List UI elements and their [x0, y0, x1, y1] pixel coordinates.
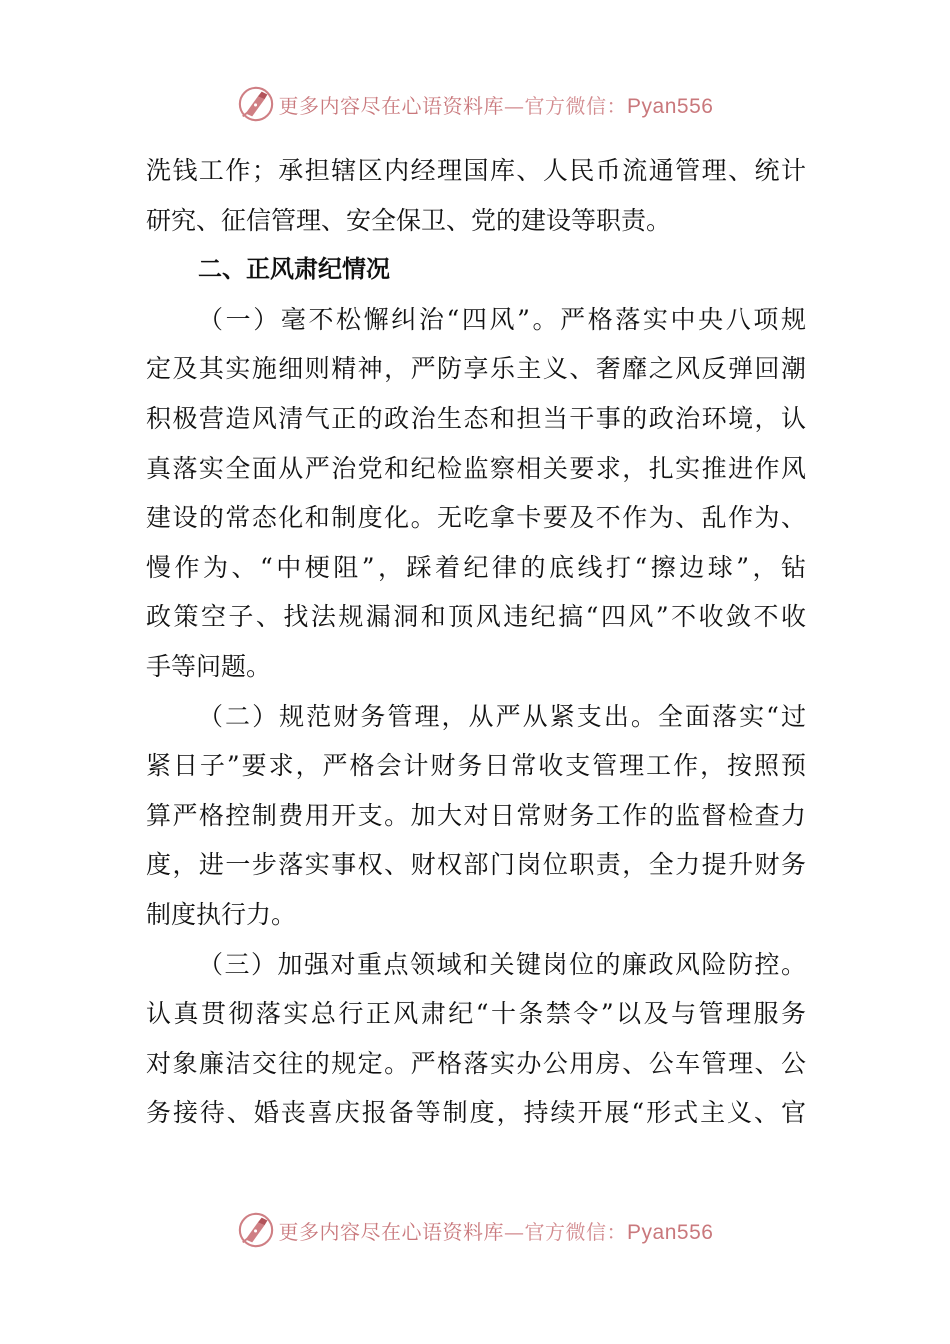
paragraph-start: （二）规范财务管理，从严从紧支出。全面落实“过	[198, 701, 806, 731]
body-line: 紧日子”要求，严格会计财务日常收支管理工作，按照预	[146, 751, 806, 781]
pen-nib-icon	[237, 1211, 275, 1249]
body-line: 积极营造风清气正的政治生态和担当干事的政治环境，认	[146, 403, 806, 433]
watermark-text: 更多内容尽在心语资料库—官方微信：Pyan556	[278, 1219, 714, 1244]
watermark-banner-top	[0, 84, 950, 124]
body-line: 慢作为、“中梗阻”，踩着纪律的底线打“擦边球”，钻	[146, 552, 806, 582]
section-heading: 二、正风肃纪情况	[198, 255, 390, 284]
body-line: 真落实全面从严治党和纪检监察相关要求，扎实推进作风	[146, 453, 806, 483]
body-line: 算严格控制费用开支。加大对日常财务工作的监督检查力	[146, 800, 806, 830]
body-line: 研究、征信管理、安全保卫、党的建设等职责。	[146, 205, 672, 235]
body-line: 洗钱工作；承担辖区内经理国库、人民币流通管理、统计	[146, 156, 806, 185]
body-line: 认真贯彻落实总行正风肃纪“十条禁令”以及与管理服务	[146, 999, 806, 1029]
body-line: 对象廉洁交往的规定。严格落实办公用房、公车管理、公	[146, 1048, 806, 1078]
body-line: 制度执行力。	[146, 899, 297, 929]
pen-nib-icon	[237, 85, 275, 123]
body-line: 度，进一步落实事权、财权部门岗位职责，全力提升财务	[146, 850, 806, 880]
body-line: 政策空子、找法规漏洞和顶风违纪搞“四风”不收敛不收	[146, 602, 806, 632]
body-line: 务接待、婚丧喜庆报备等制度，持续开展“形式主义、官	[146, 1098, 806, 1128]
body-line: 手等问题。	[146, 651, 272, 681]
paragraph-start: （三）加强对重点领域和关键岗位的廉政风险防控。	[198, 949, 806, 979]
watermark-text: 更多内容尽在心语资料库—官方微信：Pyan556	[278, 93, 714, 118]
watermark-banner-bottom	[0, 1210, 950, 1250]
body-line: 定及其实施细则精神，严防享乐主义、奢靡之风反弹回潮	[146, 354, 806, 384]
paragraph-start: （一）毫不松懈纠治“四风”。严格落实中央八项规	[198, 304, 806, 334]
body-line: 建设的常态化和制度化。无吃拿卡要及不作为、乱作为、	[146, 503, 806, 533]
document-body	[146, 146, 806, 1138]
